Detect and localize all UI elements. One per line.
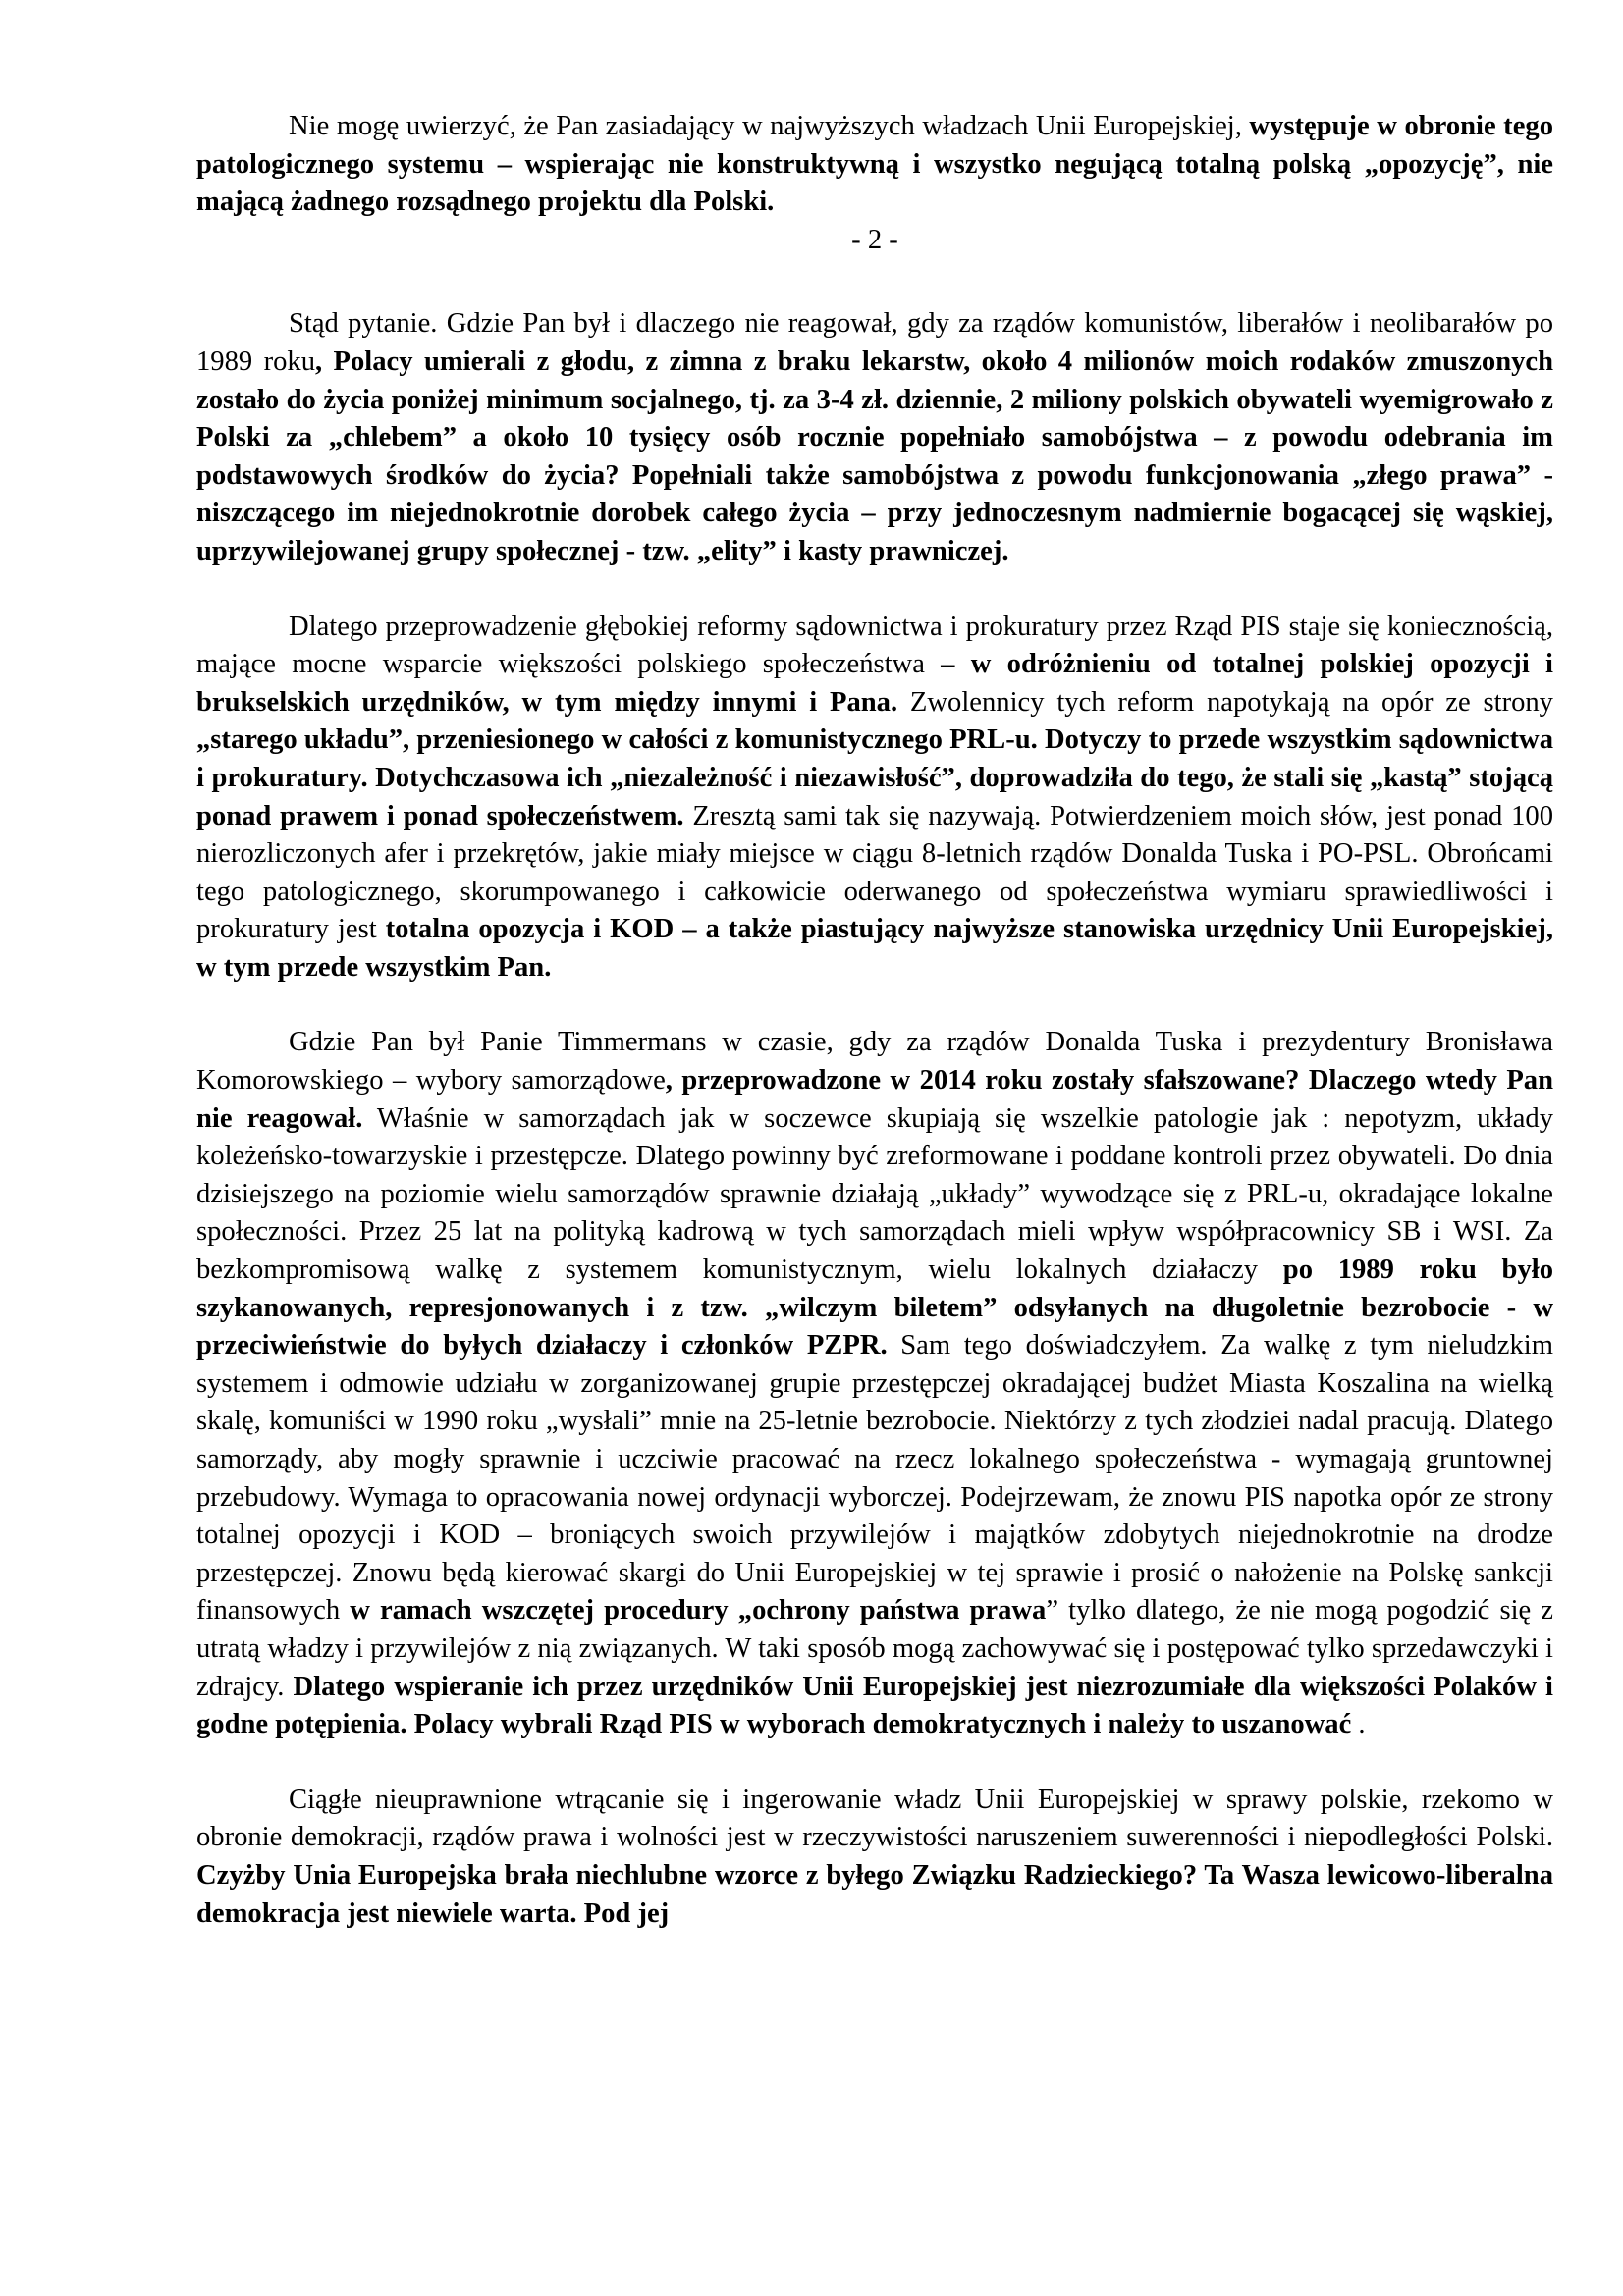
text-run: Ciągłe nieuprawnione wtrącanie się i ingerowanie władz Unii Europejskiej w sprawy polskie, rzekomo w obronie demokracji, rządów prawa i wolności jest w rzeczywistości naruszeniem suwerenności i niepodległości Polski. <box>196 1784 1553 1853</box>
page-number: - 2 - <box>851 224 898 255</box>
text-run: Stąd pytanie. Gdzie Pan był i dlaczego nie reagował, gdy za rządów komunistów, liberałów i neolibarałów po 1989 roku <box>196 308 1553 377</box>
text-run: Gdzie Pan był Panie Timmermans w czasie, gdy za rządów Donalda Tuska i prezydentury Bronisława Komorowskiego – wybory samorządowe <box>196 1027 1553 1096</box>
text-run: ” tylko dlatego, że nie mogą pogodzić się z utratą władzy i przywilejów z nią związanych. W taki sposób mogą zachowywać się i postępować tylko sprzedawczyki i zdrajcy. <box>196 1595 1554 1702</box>
paragraph-spacer <box>196 571 1553 609</box>
bold-text-run: w ramach wszczętej procedury „ochrony państwa prawa <box>350 1595 1047 1627</box>
paragraph <box>196 108 1553 222</box>
text-run: Sam tego doświadczyłem. Za walkę z tym nieludzkim systemem i odmowie udziału w zorganizowanej grupie przestępczej okradającej budżet Miasta Koszalina na wielką skalę, komuniści w 1990 roku „wysłali” mnie na 25-letnie bezrobocie. Niektórzy z tych złodziei nadal pracują. Dlatego samorządy, aby mogły sprawnie i uczciwie pracować na rzecz lokalnego społeczeństwa - wymagają gruntownej przebudowy. Wymaga to opracowania nowej ordynacji wyborczej. Podejrzewam, że znowu PIS napotka opór ze strony totalnej opozycji i KOD – broniących swoich przywilejów i majątków zdobytych niejednokrotnie na drodze przestępczej. Znowu będą kierować skargi do Unii Europejskiej w tej sprawie i prosić o nałożenie na Polskę sankcji finansowych <box>196 1330 1553 1627</box>
bold-text-run: po 1989 roku było szykanowanych, represjonowanych i z tzw. „wilczym biletem” odsyłanych na długoletnie bezrobocie - w przeciwieństwie do byłych działaczy i członków PZPR. <box>196 1255 1553 1362</box>
text-run: . <box>1351 1709 1366 1740</box>
bold-text-run: „starego układu”, przeniesionego w całości z komunistycznego PRL-u. Dotyczy to przede wszystkim sądownictwa i prokuratury. Dotychczasowa ich „niezależność i niezawisłość”, doprowadziła do tego, że stali się „kastą” stojącą ponad prawem i ponad społeczeństwem. <box>196 724 1553 831</box>
bold-text-run: w odróżnieniu od totalnej polskiej opozycji i brukselskich urzędników, w tym między innymi i Pana. <box>196 649 1553 718</box>
text-run: Właśnie w samorządach jak w soczewce skupiają się wszelkie patologie jak : nepotyzm, układy koleżeńsko-towarzyskie i przestępcze. Dlatego powinny być zreformowane i poddane kontroli przez obywateli. Do dnia dzisiejszego na poziomie wielu samorządów sprawnie działają „układy” wywodzące się z PRL-u, okradające lokalne społeczności. Przez 25 lat na polityką kadrową w tych samorządach mieli wpływ współpracownicy SB i WSI. Za bezkompromisową walkę z systemem komunistycznym, wielu lokalnych działaczy <box>196 1102 1554 1286</box>
bold-text-run: Czyżby Unia Europejska brała niechlubne wzorce z byłego Związku Radzieckiego? Ta Wasza lewicowo-liberalna demokracja jest niewiele warta. Pod jej <box>196 1859 1553 1929</box>
bold-text-run: występuje w obronie tego patologicznego systemu – wspierając nie konstruktywną i wszystko negującą totalną polską „opozycję”, nie mającą żadnego rozsądnego projektu dla Polski. <box>196 111 1553 218</box>
paragraph-spacer <box>196 1744 1553 1782</box>
bold-text-run: totalna opozycja i KOD – a także piastujący najwyższe stanowiska urzędnicy Unii Europejskiej, w tym przede wszystkim Pan. <box>196 914 1553 983</box>
bold-text-run: Dlatego wspieranie ich przez urzędników Unii Europejskiej jest niezrozumiałe dla większości Polaków i godne potępienia. Polacy wybrali Rząd PIS w wyborach demokratycznych i należy to uszanować <box>196 1671 1554 1740</box>
paragraph-spacer <box>196 987 1553 1024</box>
bold-text-run: , przeprowadzone w 2014 roku zostały sfałszowane? Dlaczego wtedy Pan nie reagował. <box>196 1065 1554 1134</box>
paragraph <box>196 1782 1553 1933</box>
text-run: Nie mogę uwierzyć, że Pan zasiadający w najwyższych władzach Unii Europejskiej, <box>289 111 1250 141</box>
text-run: Zwolennicy tych reform napotykają na opór ze strony <box>897 686 1553 718</box>
paragraph <box>196 305 1553 570</box>
text-run: Dlatego przeprowadzenie głębokiej reformy sądownictwa i prokuratury przez Rząd PIS staje się koniecznością, mające mocne wsparcie większości polskiego społeczeństwa – <box>196 611 1553 680</box>
text-run: Zresztą sami tak się nazywają. Potwierdzeniem moich słów, jest ponad 100 nierozliczonych afer i przekrętów, jakie miały miejsce w ciągu 8-letnich rządów Donalda Tuska i PO-PSL. Obrońcami tego patologicznego, skorumpowanego i całkowicie oderwanego od społeczeństwa wymiaru sprawiedliwości i prokuratury jest <box>196 800 1553 945</box>
paragraph <box>196 1024 1553 1743</box>
bold-text-run: , Polacy umierali z głodu, z zimna z braku lekarstw, około 4 milionów moich rodaków zmuszonych zostało do życia poniżej minimum socjalnego, tj. za 3-4 zł. dziennie, 2 miliony polskich obywateli wyemigrowało z Polski za „chlebem” a około 10 tysięcy osób rocznie popełniało samobójstwa – z powodu odebrania im podstawowych środków do życia? Popełniali także samobójstwa z powodu funkcjonowania „złego prawa” - niszczącego im niejednokrotnie dorobek całego życia – przy jednoczesnym nadmiernie bogacącej się wąskiej, uprzywilejowanej grupy społecznej - tzw. „elity” i kasty prawniczej. <box>196 346 1553 566</box>
document-page <box>196 108 1553 1933</box>
paragraph <box>196 609 1553 988</box>
